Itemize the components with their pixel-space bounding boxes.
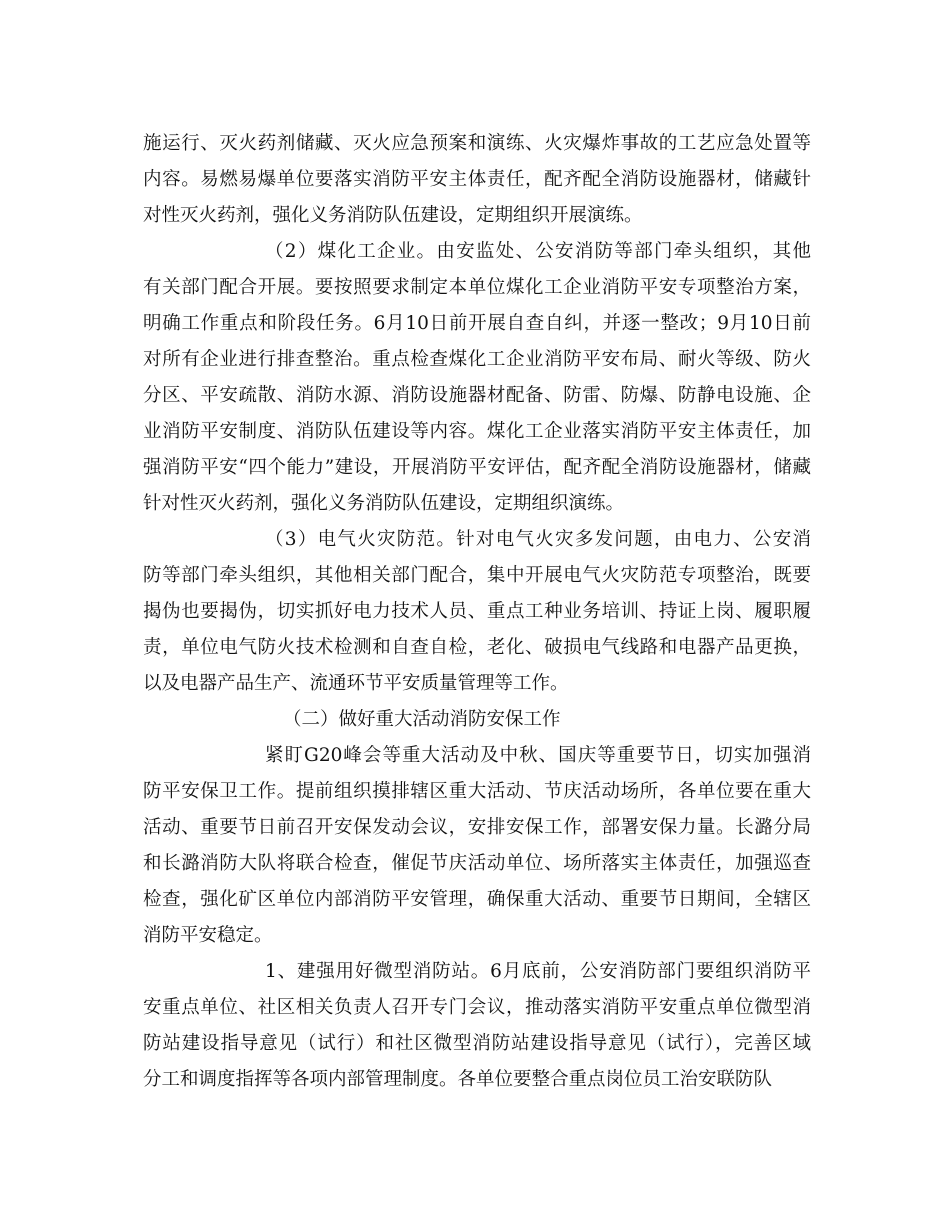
text-line: 业消防平安制度、消防队伍建设等内容。煤化工企业落实消防平安主体责任，加 (143, 421, 811, 442)
section-heading-2: （2）煤化工企业。由安监处、公安消防等部门牵头组织，其他 (265, 241, 811, 262)
text-line: 内容。易燃易爆单位要落实消防平安主体责任，配齐配全消防设施器材，储藏针 (143, 169, 811, 190)
text-line: 针对性灭火药剂，强化义务消防队伍建设，定期组织演练。 (143, 493, 625, 514)
body-text (143, 126, 811, 1098)
section-item-1: 1、建强用好微型消防站。6月底前，公安消防部门要组织消防平 (265, 961, 811, 982)
text-line: 防等部门牵头组织，其他相关部门配合，集中开展电气火灾防范专项整治，既要 (143, 565, 811, 586)
text-line: 防站建设指导意见（试行）和社区微型消防站建设指导意见（试行），完善区域 (143, 1033, 811, 1054)
text-line: 明确工作重点和阶段任务。6月10日前开展自查自纠，并逐一整改；9月10日前 (143, 313, 811, 334)
section-heading-er: （二）做好重大活动消防安保工作 (283, 709, 561, 730)
text-line: 对性灭火药剂，强化义务消防队伍建设，定期组织开展演练。 (143, 205, 643, 226)
section-heading-3: （3）电气火灾防范。针对电气火灾多发问题，由电力、公安消 (265, 529, 811, 550)
text-line: 安重点单位、社区相关负责人召开专门会议，推动落实消防平安重点单位微型消 (143, 997, 811, 1018)
text-line: 检查，强化矿区单位内部消防平安管理，确保重大活动、重要节日期间，全辖区 (143, 889, 811, 910)
text-line: 防平安保卫工作。提前组织摸排辖区重大活动、节庆活动场所，各单位要在重大 (143, 781, 811, 802)
text-line: 消防平安稳定。 (143, 925, 273, 946)
text-line: 活动、重要节日前召开安保发动会议，安排安保工作，部署安保力量。长潞分局 (143, 817, 811, 838)
text-line: 施运行、灭火药剂储藏、灭火应急预案和演练、火灾爆炸事故的工艺应急处置等 (143, 133, 811, 154)
text-line: 紧盯G20峰会等重大活动及中秋、国庆等重要节日，切实加强消 (265, 745, 811, 766)
text-line: 责，单位电气防火技术检测和自查自检，老化、破损电气线路和电器产品更换， (143, 637, 811, 658)
text-line: 揭伪也要揭伪，切实抓好电力技术人员、重点工种业务培训、持证上岗、履职履 (143, 601, 811, 622)
text-line: 分工和调度指挥等各项内部管理制度。各单位要整合重点岗位员工治安联防队 (143, 1069, 773, 1090)
text-line: 和长潞消防大队将联合检查，催促节庆活动单位、场所落实主体责任，加强巡查 (143, 853, 811, 874)
text-line: 强消防平安“四个能力”建设，开展消防平安评估，配齐配全消防设施器材，储藏 (143, 457, 811, 478)
text-line: 分区、平安疏散、消防水源、消防设施器材配备、防雷、防爆、防静电设施、企 (143, 385, 811, 406)
text-line: 对所有企业进行排查整治。重点检查煤化工企业消防平安布局、耐火等级、防火 (143, 349, 811, 370)
text-line: 有关部门配合开展。要按照要求制定本单位煤化工企业消防平安专项整治方案， (143, 277, 811, 298)
text-line: 以及电器产品生产、流通环节平安质量管理等工作。 (143, 673, 569, 694)
